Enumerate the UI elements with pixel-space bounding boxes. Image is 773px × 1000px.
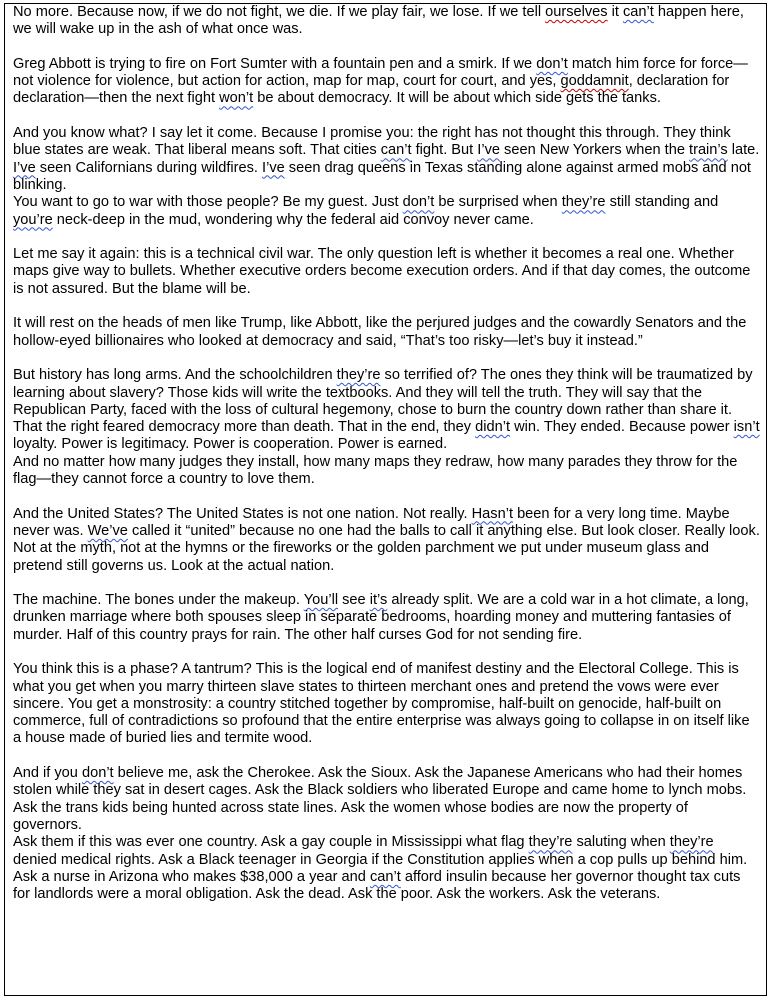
text-run: win. They ended. Because power: [510, 419, 734, 436]
paragraph-spacer: [13, 575, 760, 592]
paragraph-spacer: [13, 108, 760, 125]
text-run: been for a very long time. Maybe never was.: [13, 505, 730, 539]
paragraph-spacer: [13, 488, 760, 505]
grammar-flagged-word: can’t: [623, 4, 654, 20]
text-run: denied medical rights. Ask a Black teenager in Georgia if the Constitution applies when a cop pulls up behind him.: [13, 851, 748, 868]
text-run: it: [607, 4, 623, 20]
grammar-flagged-word: it’s: [369, 592, 388, 609]
text-run: be about democracy. It will be about which side gets the tanks.: [253, 90, 661, 107]
grammar-flagged-word: don’t: [81, 765, 114, 782]
text-run: And no matter how many judges they install, how many maps they redraw, how many parades they throw for the flag—they cannot force a country to love them.: [13, 453, 738, 488]
grammar-flagged-word: you’re: [13, 211, 53, 228]
text-run: see: [338, 592, 370, 609]
text-run: happen here, we will wake up in the ash of what once was.: [13, 4, 744, 38]
paragraph-spacer: [13, 298, 760, 315]
text-run: And if you: [13, 765, 82, 782]
grammar-flagged-word: I’ve: [262, 159, 285, 176]
paragraph: [13, 869, 760, 904]
text-run: The machine. The bones under the makeup.: [13, 592, 304, 609]
text-run: afford insulin because her governor thought tax cuts for landlords were a moral obligation. Ask the dead. Ask the poor. Ask the workers. Ask the veterans.: [13, 868, 741, 903]
grammar-flagged-word: We’ve: [87, 522, 128, 539]
text-run: , declaration for declaration—then the next fight: [13, 73, 730, 107]
grammar-flagged-word: they’re: [669, 834, 714, 851]
paragraph: [13, 125, 760, 194]
grammar-flagged-word: they’re: [336, 367, 381, 384]
paragraph-spacer: [13, 229, 760, 246]
document-page: [4, 3, 767, 996]
text-run: believe me, ask the Cherokee. Ask the Sioux. Ask the Japanese Americans who had their homes stolen while they sat in desert cages. Ask the Black soldiers who liberated Europe and came home to lynch mobs. Ask the trans kids being hunted across state lines. Ask the women whose bodies are now the property of governors.: [13, 765, 747, 833]
paragraph: [13, 56, 760, 108]
text-run: seen drag queens in Texas standing alone against armed mobs and not blinking.: [13, 159, 751, 193]
paragraph: [13, 367, 760, 419]
spelling-flagged-word: goddamnit: [560, 73, 629, 90]
text-run: seen Californians during wildfires.: [35, 159, 263, 176]
text-run: late.: [727, 142, 760, 159]
text-run: match him force for force—not violence for violence, but action for action, map for map, court for court, and yes,: [13, 55, 748, 90]
text-run: neck-deep in the mud, wondering why the federal aid convoy never came.: [52, 211, 534, 228]
text-run: still standing and: [605, 194, 719, 211]
paragraph: [13, 765, 760, 834]
paragraph: [13, 592, 760, 644]
paragraph: [13, 454, 760, 489]
text-run: And you know what? I say let it come. Because I promise you: the right has not thought this through. They think blue states are weak. That liberal means soft. That cities: [13, 125, 731, 159]
grammar-flagged-word: don’t: [402, 194, 435, 211]
text-run: Let me say it again: this is a technical civil war. The only question left is whether it becomes a real one. Whether maps give way to bullets. Whether executive orders become execution orders. And if that day comes, the outcome is not assured. But the blame will be.: [13, 246, 751, 297]
text-run: No more. Because now, if we do not fight, we die. If we play fair, we lose. If we tell: [13, 4, 546, 20]
text-run: You want to go to war with those people? Be my guest. Just: [13, 194, 403, 211]
grammar-flagged-word: You’ll: [303, 592, 339, 609]
paragraph: [13, 4, 760, 39]
paragraph: [13, 194, 760, 229]
text-run: Greg Abbott is trying to fire on Fort Sumter with a fountain pen and a smirk. If we: [13, 55, 537, 72]
grammar-flagged-word: isn’t: [733, 419, 760, 436]
grammar-flagged-word: didn’t: [475, 419, 511, 436]
text-run: be surprised when: [434, 194, 562, 211]
paragraph: [13, 506, 760, 575]
paragraph: [13, 661, 760, 747]
text-run: seen New Yorkers when the: [500, 142, 690, 159]
grammar-flagged-word: I’ve: [13, 159, 36, 176]
text-run: already split. We are a cold war in a hot climate, a long, drunken marriage where both spouses sleep in separate bedrooms, hoarding money and muttering fantasies of murder. Half of this country prays for rain. The other half curses God for not sending fire.: [13, 592, 749, 643]
grammar-flagged-word: I’ve: [477, 142, 500, 159]
paragraph-spacer: [13, 644, 760, 661]
text-run: loyalty. Power is legitimacy. Power is cooperation. Power is earned.: [13, 436, 448, 453]
text-run: Ask a nurse in Arizona who makes $38,000 a year and: [13, 868, 370, 885]
paragraph: [13, 834, 760, 869]
paragraph-spacer: [13, 39, 760, 56]
grammar-flagged-word: don’t: [536, 55, 568, 72]
text-run: saluting when: [572, 834, 670, 851]
grammar-flagged-word: can’t: [369, 868, 401, 885]
text-run: You think this is a phase? A tantrum? This is the logical end of manifest destiny and the Electoral College. This is what you get when you marry thirteen slave states to thirteen merchant ones and pretend the vows were ever sincere. You get a monstrosity: a country stitched together by compromise, half-built on genocide, half-built on commerce, full of contradictions so profound that the entire enterprise was always going to collapse in on itself like a house made of buried lies and termite wood.: [13, 661, 750, 747]
text-run: And the United States? The United States is not one nation. Not really.: [13, 505, 472, 522]
grammar-flagged-word: can’t: [380, 142, 412, 159]
paragraph: [13, 315, 760, 350]
text-run: It will rest on the heads of men like Trump, like Abbott, like the perjured judges and the cowardly Senators and the hollow-eyed billionaires who looked at democracy and said, “That’s too risky—let’s buy it instead.”: [13, 315, 747, 349]
paragraph-spacer: [13, 350, 760, 367]
text-run: fight. But: [411, 142, 478, 159]
text-run: called it “united” because no one had the balls to call it anything else. But look closer. Really look. Not at the myth, not at the hymns or the fireworks or the golden parchment we put under museum glass and pretend still governs us. Look at the actual nation.: [13, 522, 760, 574]
spelling-flagged-word: ourselves: [545, 4, 608, 20]
paragraph-spacer: [13, 748, 760, 765]
paragraph: [13, 246, 760, 298]
grammar-flagged-word: they’re: [528, 834, 573, 851]
text-run: so terrified of? The ones they think will be traumatized by learning about slavery? Those kids will write the textbooks. And they will tell the truth. They will say that the Republican Party, faced with the loss of cultural hegemony, chose to burn the country down rather than share it.: [13, 367, 753, 418]
grammar-flagged-word: Hasn’t: [471, 505, 514, 522]
grammar-flagged-word: train’s: [689, 142, 728, 159]
text-run: But history has long arms. And the schoolchildren: [13, 367, 337, 384]
grammar-flagged-word: won’t: [219, 90, 254, 107]
text-run: Ask them if this was ever one country. Ask a gay couple in Mississippi what flag: [13, 834, 529, 851]
grammar-flagged-word: they’re: [561, 194, 606, 211]
paragraph: [13, 419, 760, 454]
text-run: That the right feared democracy more than death. That in the end, they: [13, 419, 476, 436]
